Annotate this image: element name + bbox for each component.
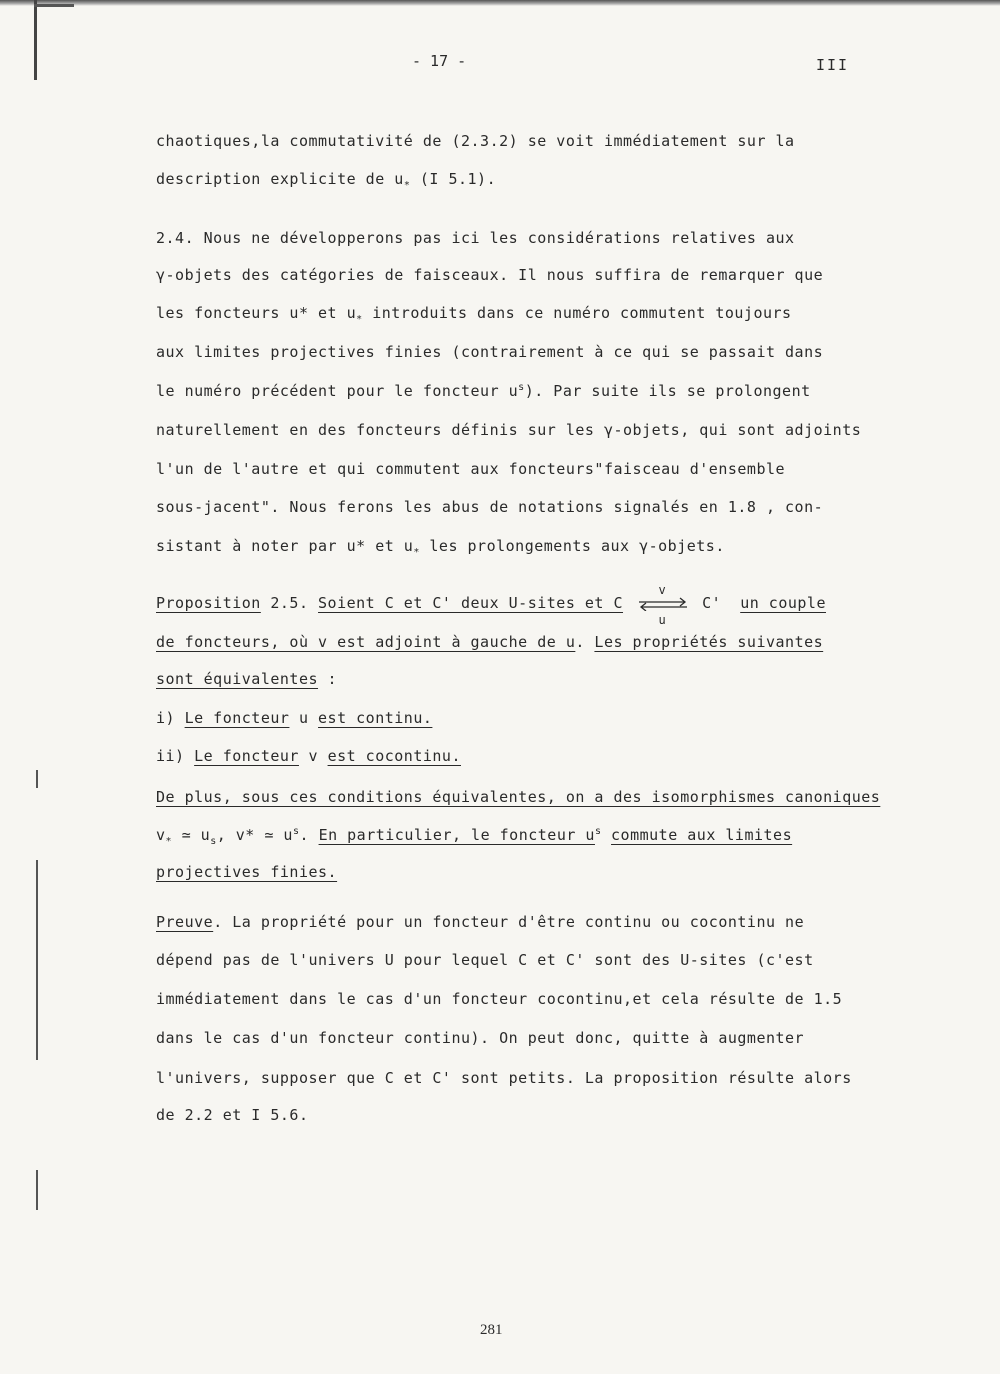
text-line: l'univers, supposer que C et C' sont petits. La proposition résulte alors xyxy=(156,1069,852,1087)
chapter-number: III xyxy=(816,56,850,74)
margin-mark xyxy=(36,1170,38,1210)
text-line: aux limites projectives finies (contrairement à ce qui se passait dans xyxy=(156,343,824,361)
text-line: l'un de l'autre et qui commutent aux foncteurs"faisceau d'ensemble xyxy=(156,460,786,478)
adjoint-arrows-icon: v u xyxy=(637,597,689,611)
scan-corner-mark xyxy=(34,0,37,80)
scan-corner-mark xyxy=(34,4,74,7)
text-line: $v_*$ ≃ $u_s$, v* ≃ $u^s$. En particulier, le foncteur $u^s$ commute aux limites xyxy=(156,826,793,847)
text-line: de 2.2 et I 5.6. xyxy=(156,1106,309,1124)
text-line: le numéro précédent pour le foncteur $u^s$). Par suite ils se prolongent xyxy=(156,382,811,400)
text-line: les foncteurs u* et $u_*$ introduits dans ce numéro commutent toujours xyxy=(156,304,792,325)
proposition-heading: Proposition 2.5. Soient C et C' deux U-sites et C v u C' un couple xyxy=(156,582,826,627)
folio-number: 281 xyxy=(480,1322,503,1338)
text-line: dépend pas de l'univers U pour lequel C et C' sont des U-sites (c'est xyxy=(156,951,814,969)
margin-mark xyxy=(36,770,38,788)
text-line: dans le cas d'un foncteur continu). On peut donc, quitte à augmenter xyxy=(156,1029,805,1047)
text-line: sont équivalentes : xyxy=(156,670,338,688)
margin-mark xyxy=(36,860,38,1060)
text-line: description explicite de $u_*$ (I 5.1). xyxy=(156,170,497,191)
text-line: sistant à noter par u* et $u_*$ les prolongements aux γ-objets. xyxy=(156,537,725,558)
text-line: de foncteurs, où v est adjoint à gauche de u. Les propriétés suivantes xyxy=(156,633,824,651)
text-line: sous-jacent". Nous ferons les abus de notations signalés en 1.8 , con- xyxy=(156,498,824,516)
list-item: ii) Le foncteur v est cocontinu. xyxy=(156,747,461,765)
text-line: naturellement en des foncteurs définis sur les γ-objets, qui sont adjoints xyxy=(156,421,862,439)
list-item: i) Le foncteur u est continu. xyxy=(156,709,433,727)
page-number: - 17 - xyxy=(412,52,467,70)
text-line: γ-objets des catégories de faisceaux. Il nous suffira de remarquer que xyxy=(156,266,824,284)
text-line: 2.4. Nous ne développerons pas ici les considérations relatives aux xyxy=(156,229,795,247)
text-line: chaotiques,la commutativité de (2.3.2) se voit immédiatement sur la xyxy=(156,132,795,150)
scan-edge xyxy=(0,0,1000,6)
text-line: Preuve. La propriété pour un foncteur d'être continu ou cocontinu ne xyxy=(156,913,805,931)
text-line: De plus, sous ces conditions équivalentes, on a des isomorphismes canoniques xyxy=(156,788,881,806)
text-line: immédiatement dans le cas d'un foncteur cocontinu,et cela résulte de 1.5 xyxy=(156,990,843,1008)
text-line: projectives finies. xyxy=(156,863,338,881)
